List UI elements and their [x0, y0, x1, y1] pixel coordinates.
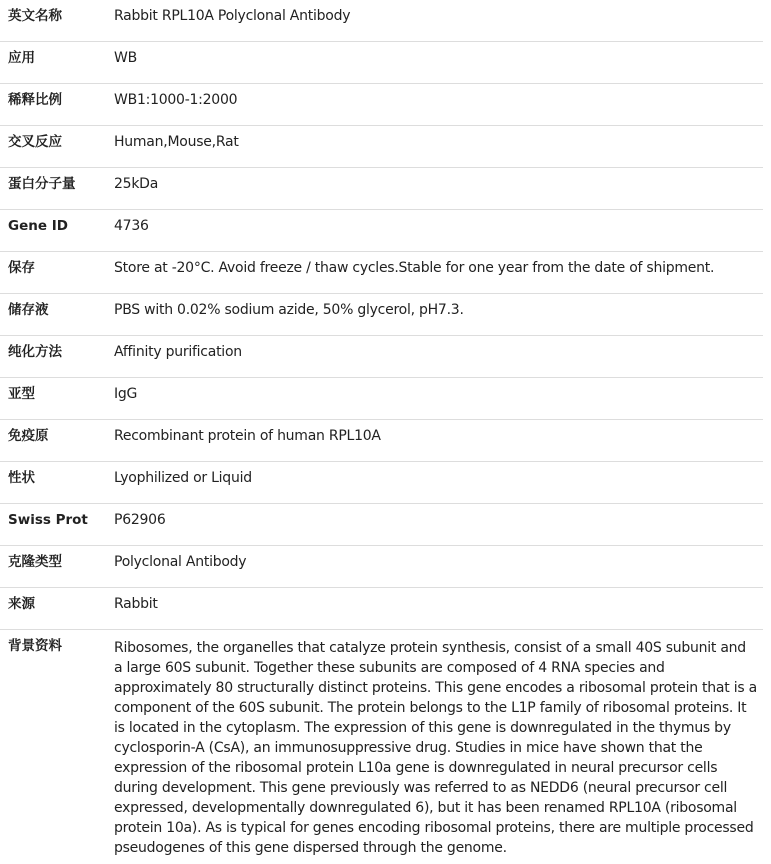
- spec-label: 英文名称: [0, 0, 114, 42]
- spec-row-gene-id: [0, 210, 763, 252]
- spec-value: Human,Mouse,Rat: [114, 126, 763, 168]
- spec-label: Gene ID: [0, 210, 114, 252]
- spec-label: 背景资料: [0, 630, 114, 864]
- spec-label: 应用: [0, 42, 114, 84]
- spec-row-dilution: [0, 84, 763, 126]
- spec-value: PBS with 0.02% sodium azide, 50% glycerol, pH7.3.: [114, 294, 763, 336]
- spec-label: 蛋白分子量: [0, 168, 114, 210]
- spec-label: 克隆类型: [0, 546, 114, 588]
- spec-value-background: Ribosomes, the organelles that catalyze protein synthesis, consist of a small 40S subunit and a large 60S subunit. Together these subunits are composed of 4 RNA species and approximately 80 structurally distinct proteins. This gene encodes a ribosomal protein that is a component of the 60S subunit. The protein belongs to the L1P family of ribosomal proteins. It is located in the cytoplasm. The expression of this gene is downregulated in the thymus by cyclosporin-A (CsA), an immunosuppressive drug. Studies in mice have shown that the expression of the ribosomal protein L10a gene is downregulated in neural precursor cells during development. This gene previously was referred to as NEDD6 (neural precursor cell expressed, developmentally downregulated 6), but it has been renamed RPL10A (ribosomal protein 10a). As is typical for genes encoding ribosomal proteins, there are multiple processed pseudogenes of this gene dispersed through the genome.: [114, 630, 763, 864]
- spec-value: WB: [114, 42, 763, 84]
- spec-label: 稀释比例: [0, 84, 114, 126]
- spec-value: Store at -20°C. Avoid freeze / thaw cycles.Stable for one year from the date of shipment.: [114, 252, 763, 294]
- spec-value: IgG: [114, 378, 763, 420]
- spec-row-molecular-weight: [0, 168, 763, 210]
- spec-label: 亚型: [0, 378, 114, 420]
- spec-value: Lyophilized or Liquid: [114, 462, 763, 504]
- spec-value: P62906: [114, 504, 763, 546]
- spec-label: 纯化方法: [0, 336, 114, 378]
- spec-value: 25kDa: [114, 168, 763, 210]
- spec-label: 保存: [0, 252, 114, 294]
- spec-row-background: [0, 630, 763, 864]
- spec-label: 储存液: [0, 294, 114, 336]
- spec-label: 交叉反应: [0, 126, 114, 168]
- spec-label: 免疫原: [0, 420, 114, 462]
- spec-row-form: [0, 462, 763, 504]
- spec-row-immunogen: [0, 420, 763, 462]
- spec-row-swiss-prot: [0, 504, 763, 546]
- spec-value: Rabbit RPL10A Polyclonal Antibody: [114, 0, 763, 42]
- spec-row-clonality: [0, 546, 763, 588]
- spec-row-purification: [0, 336, 763, 378]
- spec-row-buffer: [0, 294, 763, 336]
- spec-label: 来源: [0, 588, 114, 630]
- spec-row-english-name: [0, 0, 763, 42]
- spec-row-host: [0, 588, 763, 630]
- spec-label: 性状: [0, 462, 114, 504]
- spec-value: WB1:1000-1:2000: [114, 84, 763, 126]
- spec-row-cross-reactivity: [0, 126, 763, 168]
- spec-value: Polyclonal Antibody: [114, 546, 763, 588]
- spec-value: Rabbit: [114, 588, 763, 630]
- spec-row-storage: [0, 252, 763, 294]
- spec-value: 4736: [114, 210, 763, 252]
- spec-label: Swiss Prot: [0, 504, 114, 546]
- spec-value: Recombinant protein of human RPL10A: [114, 420, 763, 462]
- spec-row-application: [0, 42, 763, 84]
- spec-value: Affinity purification: [114, 336, 763, 378]
- spec-row-isotype: [0, 378, 763, 420]
